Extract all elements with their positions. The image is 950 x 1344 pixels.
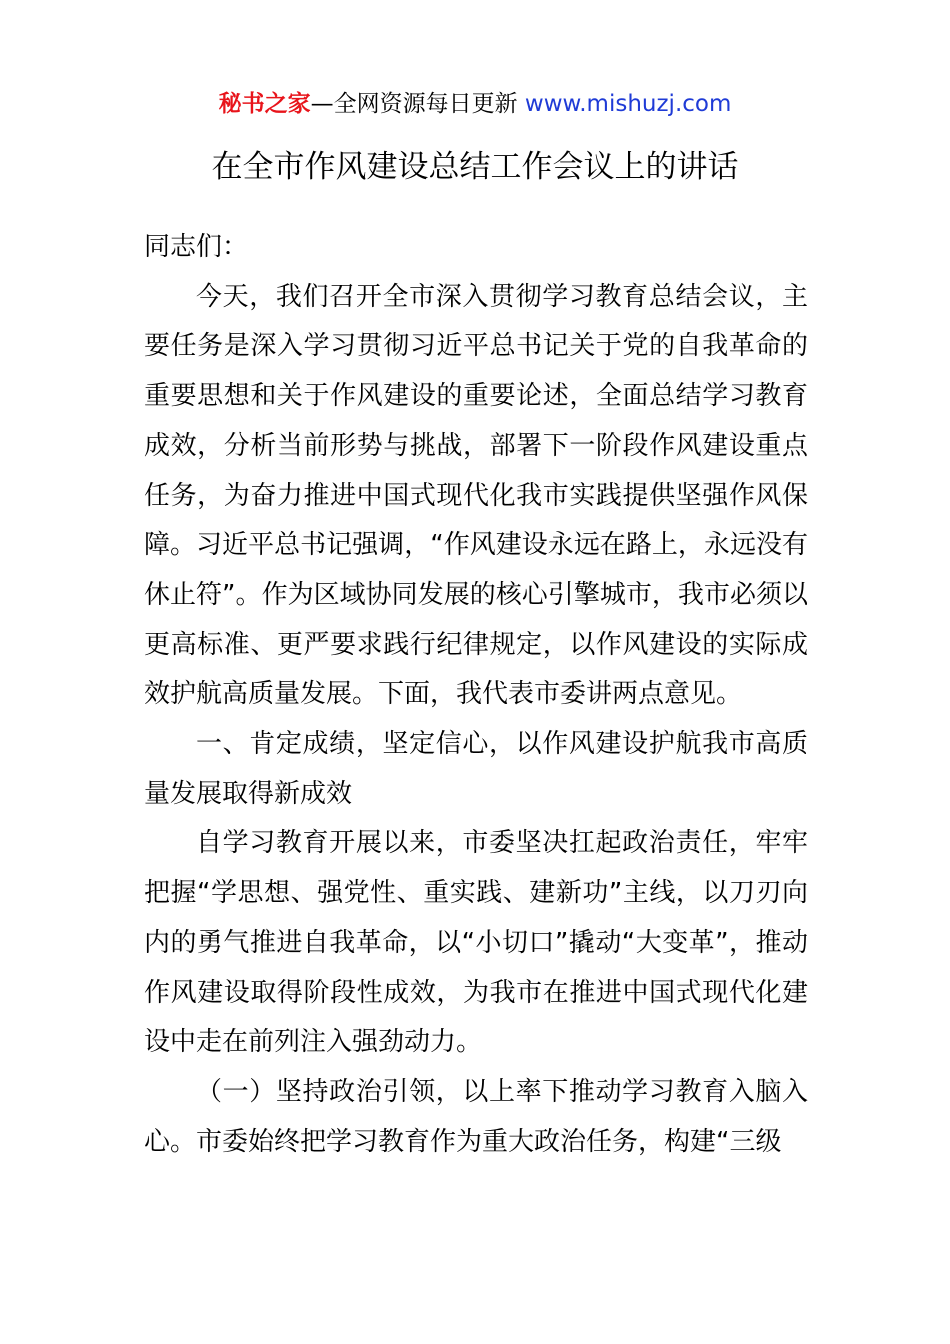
section-heading-1: 一、肯定成绩，坚定信心，以作风建设护航我市高质量发展取得新成效 [144,729,808,809]
brand-name: 秘书之家 [218,91,311,117]
salutation: 同志们： [144,232,249,262]
paragraph-achievements: 自学习教育开展以来，市委坚决扛起政治责任，牢牢把握“学思想、强党性、重实践、建新功”主线，以刀刃向内的勇气推进自我革命，以“小切口”撬动“大变革”，推动作风建设取得阶段性成效，为我市在推进中国式现代化建设中走在前列注入强劲动力。 [144,828,808,1058]
document-title: 在全市作风建设总结工作会议上的讲话 [211,149,739,185]
document-body [144,223,808,1167]
paragraph-intro: 今天，我们召开全市深入贯彻学习教育总结会议，主要任务是深入学习贯彻习近平总书记关于党的自我革命的重要思想和关于作风建设的重要论述，全面总结学习教育成效，分析当前形势与挑战，部署下一阶段作风建设重点任务，为奋力推进中国式现代化我市实践提供坚强作风保障。习近平总书记强调，“作风建设永远在路上，永远没有休止符”。作为区域协同发展的核心引擎城市，我市必须以更高标准、更严要求践行纪律规定，以作风建设的实际成效护航高质量发展。下面，我代表市委讲两点意见。 [144,281,808,710]
watermark-banner [0,86,950,122]
brand-slogan: —全网资源每日更新 [310,91,518,117]
subsection-heading-1: （一）坚持政治引领，以上率下推动学习教育入脑入心。市委始终把学习教育作为重大政治任务，构建“三级 [144,1076,808,1157]
site-url: www.mishuzj.com [524,91,732,117]
